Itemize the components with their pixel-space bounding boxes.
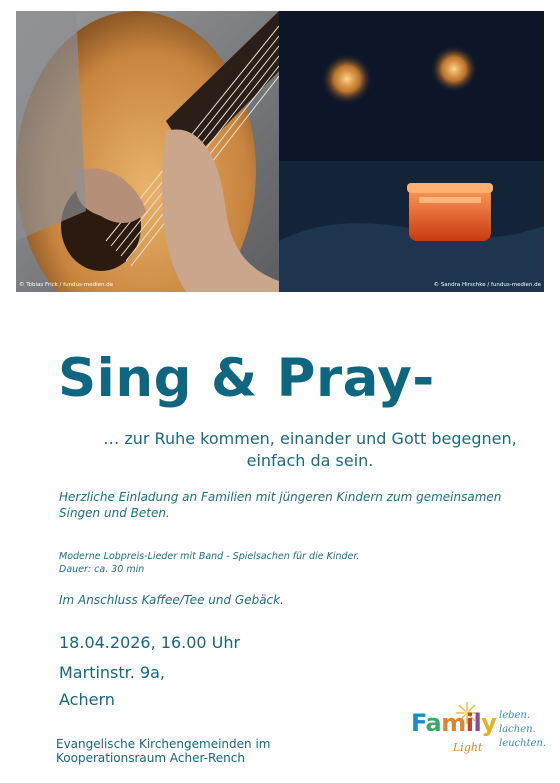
candle-photo	[279, 11, 544, 292]
tagline-line: lachen.	[499, 724, 536, 735]
address-street: Martinstr. 9a,	[59, 663, 166, 682]
logo-tagline	[499, 709, 546, 751]
photo-credit: © Sandra Hirschke / fundus-medien.de	[433, 282, 541, 288]
photo-credit: © Tobias Frick / fundus-medien.de	[19, 282, 114, 288]
guitar-photo	[16, 11, 279, 292]
logo-letter: y	[481, 709, 497, 737]
candle-image	[279, 11, 544, 292]
page-title: Sing & Pray-	[58, 348, 435, 409]
event-details	[59, 550, 519, 576]
logo-letter: a	[425, 709, 442, 737]
logo-wordmark	[411, 709, 496, 737]
logo-letter: F	[411, 709, 426, 737]
invitation-text	[59, 489, 519, 521]
tagline-line: leben.	[499, 710, 531, 721]
logo-letter: i	[465, 709, 474, 737]
guitar-image	[16, 11, 279, 292]
event-datetime: 18.04.2026, 16.00 Uhr	[59, 633, 241, 652]
tagline-line: leuchten.	[499, 738, 547, 749]
invitation-line: Singen und Beten.	[59, 506, 170, 520]
logo-letter: m	[441, 709, 466, 737]
logo-light: Light	[453, 741, 483, 754]
event-address	[59, 659, 165, 713]
details-line: Dauer: ca. 30 min	[59, 564, 145, 575]
address-city: Achern	[59, 690, 115, 709]
organizer	[56, 737, 270, 765]
coffee-note: Im Anschluss Kaffee/Tee und Gebäck.	[59, 593, 284, 607]
logo-letter: l	[473, 709, 482, 737]
family-light-logo	[407, 699, 547, 763]
details-line: Moderne Lobpreis-Lieder mit Band - Spielsachen für die Kinder.	[59, 551, 360, 562]
invitation-line: Herzliche Einladung an Familien mit jüngeren Kindern zum gemeinsamen	[59, 490, 502, 504]
subtitle-line: einfach da sein.	[246, 451, 374, 470]
organizer-line: Kooperationsraum Acher-Rench	[56, 751, 245, 765]
subtitle	[60, 428, 560, 472]
organizer-line: Evangelische Kirchengemeinden im	[56, 737, 271, 751]
subtitle-line: … zur Ruhe kommen, einander und Gott begegnen,	[103, 429, 517, 448]
